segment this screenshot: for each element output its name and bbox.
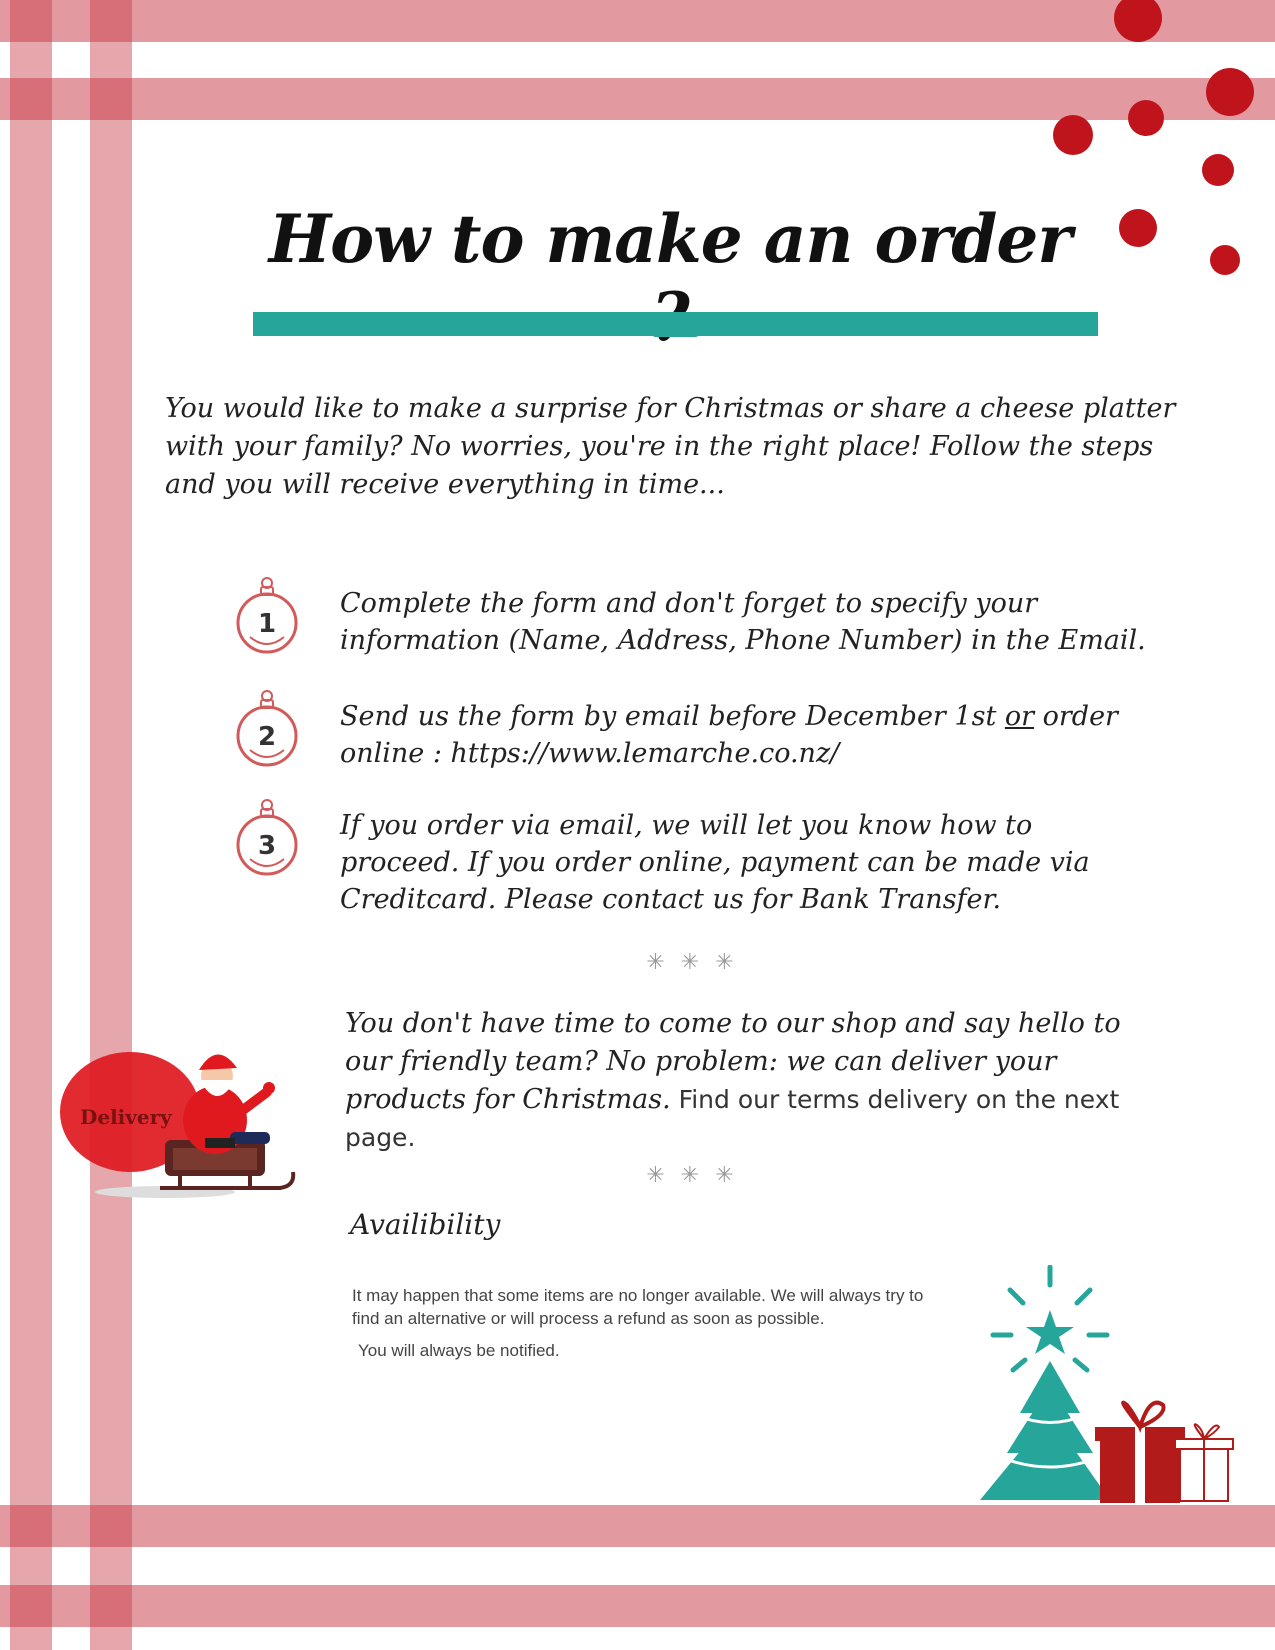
separator-stars: ✳✳✳ [646, 1163, 750, 1188]
separator-stars: ✳✳✳ [646, 950, 750, 975]
delivery-plain-text: Find our terms delivery on the next page. [345, 1085, 1120, 1152]
step-3 [232, 797, 1152, 927]
christmas-tree-icon [975, 1265, 1245, 1505]
availability-note: You will always be notified. [358, 1341, 560, 1360]
left-stripe-outer [10, 0, 52, 1650]
step-number: 1 [257, 609, 277, 639]
left-stripe-inner [90, 0, 132, 1650]
step-text: Complete the form and don't forget to specify your information (Name, Address, Phone Number) in the Email. [340, 588, 1146, 656]
step-text-after: order online : https://www.lemarche.co.nz/ [340, 701, 1118, 769]
page-title: How to make an order [268, 200, 1072, 278]
step-number: 2 [257, 722, 277, 752]
bottom-stripe-inner [0, 1505, 1275, 1547]
step-1 [232, 575, 1152, 705]
title-underline [253, 312, 1098, 337]
availability-title: Availibility [350, 1208, 501, 1241]
step-number: 3 [257, 831, 277, 861]
intro-paragraph: You would like to make a surprise for Christmas or share a cheese platter with your family? No worries, you're in the right place! Follow the steps and you will receive everything in time... [165, 393, 1176, 500]
delivery-paragraph [345, 1005, 1145, 1157]
delivery-label: Delivery [80, 1105, 172, 1129]
delivery-italic-text: You don't have time to come to our shop and say hello to our friendly team? No problem: we can deliver your products for Christmas. [345, 1008, 1121, 1115]
step-text [340, 698, 1160, 772]
bottom-stripe-outer [0, 1585, 1275, 1627]
availability-body: It may happen that some items are no longer available. We will always try to find an alternative or will process a refund as soon as possible. [352, 1286, 924, 1328]
step-text-before: Send us the form by email before December 1st [340, 701, 1005, 732]
step-text-or: or [1004, 701, 1035, 732]
step-text: If you order via email, we will let you know how to proceed. If you order online, payment can be made via Creditcard. Please contact us for Bank Transfer. [340, 810, 1090, 915]
